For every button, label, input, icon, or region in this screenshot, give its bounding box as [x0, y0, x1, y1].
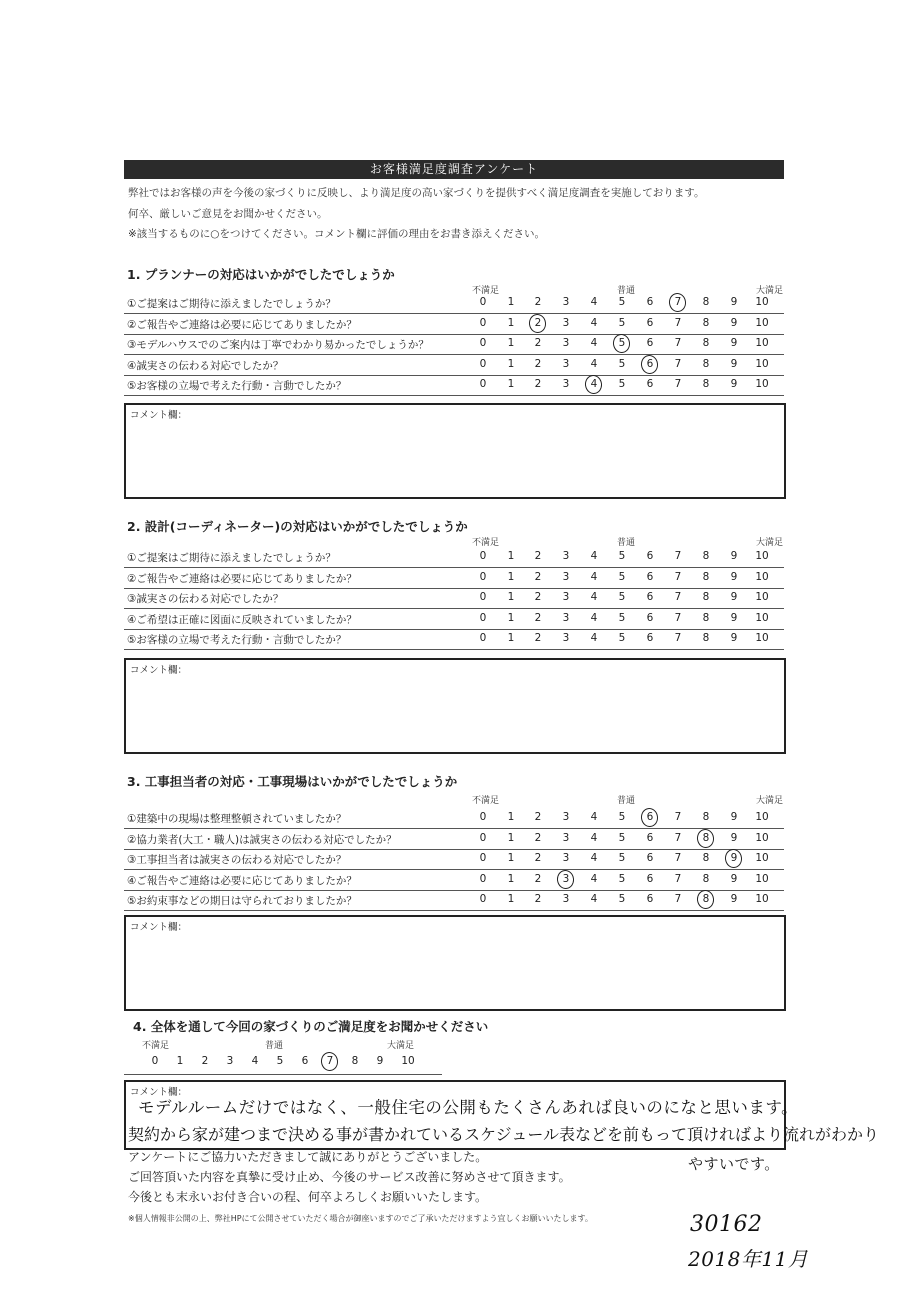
rating-option[interactable]: 7: [674, 550, 682, 562]
rating-option[interactable]: 1: [507, 811, 515, 823]
question-text: ①ご提案はご期待に添えましたでしょうか？: [127, 298, 336, 310]
rating-option[interactable]: 4: [590, 872, 598, 885]
rating-option[interactable]: 1: [507, 357, 515, 370]
rating-option[interactable]: 5: [618, 357, 626, 370]
rating-option[interactable]: 1: [507, 611, 515, 624]
rating-option[interactable]: 4: [590, 893, 598, 905]
rating-option[interactable]: 7: [674, 316, 682, 329]
rating-option[interactable]: 2: [534, 550, 542, 562]
rating-option[interactable]: 8: [702, 632, 710, 644]
rating-option[interactable]: 1: [507, 337, 515, 349]
rating-option[interactable]: 6: [646, 296, 654, 308]
rating-option[interactable]: 8: [702, 337, 710, 349]
footer-line-2: ご回答頂いた内容を真摯に受け止め、今後のサービス改善に努めさせて頂きます。: [128, 1170, 571, 1184]
rating-option[interactable]: 7: [674, 872, 682, 885]
handwritten-date: 2018年11月: [688, 1247, 809, 1271]
rating-option[interactable]: 9: [730, 591, 738, 603]
overall-rating-option[interactable]: 6: [301, 1055, 309, 1067]
rating-option[interactable]: 3: [562, 632, 570, 644]
rating-option[interactable]: 0: [479, 893, 487, 905]
rating-option[interactable]: 5: [618, 570, 626, 583]
question-text: ⑤お客様の立場で考えた行動・言動でしたか？: [127, 380, 347, 392]
rating-option[interactable]: 3: [562, 357, 570, 370]
rating-option[interactable]: 2: [534, 852, 542, 864]
rating-option[interactable]: 7: [674, 811, 682, 823]
rating-option[interactable]: 10: [755, 337, 769, 349]
rating-option[interactable]: 4: [590, 378, 598, 390]
comment-label: コメント欄：: [130, 665, 188, 676]
overall-rating-option[interactable]: 9: [376, 1055, 384, 1067]
rating-option[interactable]: 5: [618, 632, 626, 644]
question-row: [124, 293, 784, 314]
rating-option[interactable]: 9: [730, 550, 738, 562]
rating-option[interactable]: 3: [562, 378, 570, 390]
rating-option[interactable]: 0: [479, 357, 487, 370]
rating-option[interactable]: 4: [590, 611, 598, 624]
question-text: ④誠実さの伝わる対応でしたか？: [127, 359, 284, 372]
rating-option[interactable]: 0: [479, 831, 487, 844]
rating-option[interactable]: 5: [618, 831, 626, 844]
rating-option[interactable]: 8: [702, 296, 710, 308]
rating-option[interactable]: 5: [618, 296, 626, 308]
section-3-scale-mid: 普通: [617, 796, 636, 806]
section-4-title: 4. 全体を通して今回の家づくりのご満足度をお聞かせください: [133, 1019, 489, 1034]
rating-option[interactable]: 8: [702, 611, 710, 624]
question-text: ①建築中の現場は整理整頓されていましたか？: [127, 813, 347, 825]
rating-option[interactable]: 3: [562, 872, 570, 885]
rating-option[interactable]: 4: [590, 337, 598, 349]
rating-option[interactable]: 1: [507, 316, 515, 329]
rating-option[interactable]: 2: [534, 591, 542, 603]
rating-option[interactable]: 8: [702, 852, 710, 864]
rating-option[interactable]: 10: [755, 316, 769, 329]
overall-scale-high: 大満足: [387, 1041, 415, 1051]
rating-option[interactable]: 1: [507, 852, 515, 864]
question-row: [124, 808, 784, 829]
overall-comment-line-1: モデルルームだけではなく、一般住宅の公開もたくさんあれば良いのになと思います。: [138, 1098, 799, 1117]
rating-option[interactable]: 7: [674, 337, 682, 349]
rating-option[interactable]: 9: [730, 296, 738, 308]
rating-option[interactable]: 8: [702, 831, 710, 844]
rating-option[interactable]: 10: [755, 811, 769, 823]
rating-option[interactable]: 3: [562, 570, 570, 583]
question-row: [124, 568, 784, 589]
rating-option[interactable]: 8: [702, 550, 710, 562]
rating-option[interactable]: 9: [730, 831, 738, 844]
rating-option[interactable]: 5: [618, 378, 626, 390]
rating-option[interactable]: 6: [646, 811, 654, 823]
rating-option[interactable]: 1: [507, 550, 515, 562]
rating-option[interactable]: 4: [590, 570, 598, 583]
rating-option[interactable]: 4: [590, 632, 598, 644]
question-text: ⑤お約束事などの期日は守られておりましたか？: [127, 895, 357, 907]
rating-option[interactable]: 3: [562, 337, 570, 349]
rating-option[interactable]: 5: [618, 611, 626, 624]
section-2-scale-mid: 普通: [617, 538, 636, 548]
intro-line-3: ※該当するものに○をつけてください。コメント欄に評価の理由をお書き添えください。: [128, 228, 545, 240]
rating-option[interactable]: 0: [479, 570, 487, 583]
rating-option[interactable]: 4: [590, 591, 598, 603]
question-text: ③誠実さの伝わる対応でしたか？: [127, 593, 284, 605]
rating-option[interactable]: 5: [618, 852, 626, 864]
rating-option[interactable]: 8: [702, 591, 710, 603]
rating-option[interactable]: 7: [674, 831, 682, 844]
rating-option[interactable]: 4: [590, 316, 598, 329]
rating-option[interactable]: 7: [674, 357, 682, 370]
question-text: ②ご報告やご連絡は必要に応じてありましたか？: [127, 318, 357, 331]
rating-option[interactable]: 6: [646, 632, 654, 644]
question-text: ③工事担当者は誠実さの伝わる対応でしたか？: [127, 854, 347, 866]
question-row: [124, 629, 784, 650]
rating-option[interactable]: 3: [562, 316, 570, 329]
intro-line-2: 何卒、厳しいご意見をお聞かせください。: [128, 208, 328, 220]
rating-option[interactable]: 1: [507, 893, 515, 905]
comment-label: コメント欄：: [130, 410, 188, 421]
rating-option[interactable]: 1: [507, 378, 515, 390]
rating-option[interactable]: 6: [646, 378, 654, 390]
rating-option[interactable]: 3: [562, 296, 570, 308]
section-1-scale-mid: 普通: [617, 286, 636, 296]
rating-option[interactable]: 10: [755, 852, 769, 864]
rating-option[interactable]: 8: [702, 357, 710, 370]
rating-option[interactable]: 6: [646, 591, 654, 603]
rating-option[interactable]: 10: [755, 632, 769, 644]
question-row: [124, 355, 784, 376]
rating-option[interactable]: 9: [730, 357, 738, 370]
section-1-scale-low: 不満足: [472, 286, 500, 296]
rating-option[interactable]: 2: [534, 378, 542, 390]
rating-option[interactable]: 10: [755, 570, 769, 583]
rating-option[interactable]: 8: [702, 872, 710, 885]
rating-option[interactable]: 3: [562, 611, 570, 624]
privacy-note: ※個人情報非公開の上、弊社HPにて公開させていただく場合が御座いますのでご了承いただけますよう宜しくお願いいたします。: [128, 1214, 593, 1223]
rating-option[interactable]: 8: [702, 570, 710, 583]
rating-option[interactable]: 0: [479, 378, 487, 390]
overall-rating-option[interactable]: 5: [276, 1055, 284, 1067]
rating-option[interactable]: 3: [562, 811, 570, 823]
overall-rating-option[interactable]: 1: [176, 1055, 184, 1067]
rating-option[interactable]: 7: [674, 852, 682, 864]
section-1-scale-high: 大満足: [756, 286, 784, 296]
rating-option[interactable]: 5: [618, 591, 626, 603]
rating-option[interactable]: 0: [479, 316, 487, 329]
overall-rating-option[interactable]: 3: [226, 1055, 234, 1067]
question-row: [124, 375, 784, 396]
rating-option[interactable]: 2: [534, 893, 542, 905]
section-3-scale-high: 大満足: [756, 796, 784, 806]
section-3-scale-low: 不満足: [472, 796, 500, 806]
overall-comment-line-3: やすいです。: [688, 1155, 780, 1173]
rating-option[interactable]: 3: [562, 591, 570, 603]
rating-option[interactable]: 9: [730, 872, 738, 885]
rating-option[interactable]: 1: [507, 872, 515, 885]
rating-option[interactable]: 6: [646, 893, 654, 905]
rating-option[interactable]: 5: [618, 811, 626, 823]
rating-option[interactable]: 6: [646, 316, 654, 329]
overall-comment-line-2: 契約から家が建つまで決める事が書かれているスケジュール表などを前もって頂ければより流れがわかり: [128, 1125, 880, 1144]
question-text: ③モデルハウスでのご案内は丁寧でわかり易かったでしょうか？: [127, 339, 429, 351]
rating-option[interactable]: 6: [646, 357, 654, 370]
rating-option[interactable]: 0: [479, 632, 487, 644]
overall-scale-mid: 普通: [265, 1041, 284, 1051]
section-2-scale-low: 不満足: [472, 538, 500, 548]
rating-option[interactable]: 9: [730, 632, 738, 644]
rating-option[interactable]: 9: [730, 852, 738, 864]
rating-option[interactable]: 4: [590, 296, 598, 308]
rating-option[interactable]: 8: [702, 811, 710, 823]
rating-option[interactable]: 9: [730, 337, 738, 349]
overall-rating-option[interactable]: 7: [326, 1055, 334, 1067]
rating-option[interactable]: 2: [534, 357, 542, 370]
rating-option[interactable]: 2: [534, 337, 542, 349]
rating-option[interactable]: 9: [730, 316, 738, 329]
rating-option[interactable]: 2: [534, 316, 542, 329]
rating-option[interactable]: 8: [702, 316, 710, 329]
rating-option[interactable]: 8: [702, 378, 710, 390]
question-row: [124, 829, 784, 850]
rating-option[interactable]: 0: [479, 296, 487, 308]
question-text: ⑤お客様の立場で考えた行動・言動でしたか？: [127, 634, 347, 646]
rating-option[interactable]: 4: [590, 852, 598, 864]
rating-option[interactable]: 2: [534, 872, 542, 885]
rating-option[interactable]: 4: [590, 357, 598, 370]
rating-option[interactable]: 10: [755, 357, 769, 370]
rating-option[interactable]: 10: [755, 893, 769, 905]
overall-rating-option[interactable]: 0: [151, 1055, 159, 1067]
section-1-title: 1. プランナーの対応はいかがでしたでしょうか: [127, 267, 395, 282]
rating-option[interactable]: 4: [590, 550, 598, 562]
question-text: ④ご報告やご連絡は必要に応じてありましたか？: [127, 874, 357, 887]
question-row: [124, 314, 784, 335]
rating-option[interactable]: 2: [534, 632, 542, 644]
question-row: [124, 870, 784, 891]
rating-option[interactable]: 0: [479, 611, 487, 624]
question-row: [124, 334, 784, 355]
rating-option[interactable]: 10: [755, 872, 769, 885]
rating-option[interactable]: 3: [562, 893, 570, 905]
rating-option[interactable]: 10: [755, 831, 769, 844]
overall-rating-scale: [0, 1052, 920, 1074]
rating-option[interactable]: 9: [730, 570, 738, 583]
rating-option[interactable]: 5: [618, 893, 626, 905]
question-text: ①ご提案はご期待に添えましたでしょうか？: [127, 552, 336, 564]
rating-option[interactable]: 0: [479, 550, 487, 562]
rating-option[interactable]: 7: [674, 611, 682, 624]
question-row: [124, 849, 784, 870]
rating-option[interactable]: 6: [646, 337, 654, 349]
rating-option[interactable]: 1: [507, 831, 515, 844]
rating-option[interactable]: 7: [674, 570, 682, 583]
question-row: [124, 890, 784, 911]
rating-option[interactable]: 3: [562, 831, 570, 844]
question-text: ②ご報告やご連絡は必要に応じてありましたか？: [127, 572, 357, 585]
rating-option[interactable]: 6: [646, 611, 654, 624]
section-3-title: 3. 工事担当者の対応・工事現場はいかがでしたでしょうか: [127, 774, 458, 789]
rating-option[interactable]: 10: [755, 611, 769, 624]
rating-option[interactable]: 0: [479, 591, 487, 603]
overall-scale-low: 不満足: [142, 1041, 170, 1051]
overall-comment-label: コメント欄：: [130, 1087, 188, 1098]
rating-option[interactable]: 7: [674, 591, 682, 603]
footer-line-1: アンケートにご協力いただきまして誠にありがとうございました。: [128, 1150, 488, 1164]
rating-option[interactable]: 3: [562, 550, 570, 562]
rating-option[interactable]: 1: [507, 570, 515, 583]
intro-line-1: 弊社ではお客様の声を今後の家づくりに反映し、より満足度の高い家づくりを提供すべく満足度調査を実施しております。: [128, 187, 705, 199]
section-1-comment-box[interactable]: [124, 403, 786, 499]
rating-option[interactable]: 6: [646, 831, 654, 844]
rating-option[interactable]: 2: [534, 570, 542, 583]
question-text: ④ご希望は正確に図面に反映されていましたか？: [127, 613, 357, 626]
section-2-comment-box[interactable]: [124, 658, 786, 754]
overall-rating-option[interactable]: 4: [251, 1055, 259, 1067]
rating-option[interactable]: 1: [507, 632, 515, 644]
section-3-comment-box[interactable]: [124, 915, 786, 1011]
question-row: [124, 609, 784, 630]
rating-option[interactable]: 5: [618, 550, 626, 562]
rating-option[interactable]: 5: [618, 872, 626, 885]
rating-option[interactable]: 7: [674, 893, 682, 905]
rating-option[interactable]: 9: [730, 893, 738, 905]
rating-option[interactable]: 5: [618, 316, 626, 329]
rating-option[interactable]: 4: [590, 831, 598, 844]
question-text: ②協力業者(大工・職人)は誠実さの伝わる対応でしたか？: [127, 833, 397, 846]
rating-option[interactable]: 10: [755, 550, 769, 562]
rating-option[interactable]: 9: [730, 611, 738, 624]
rating-option[interactable]: 2: [534, 831, 542, 844]
rating-option[interactable]: 1: [507, 296, 515, 308]
footer-line-3: 今後とも末永いお付き合いの程、何卒よろしくお願いいたします。: [128, 1190, 488, 1204]
rating-option[interactable]: 0: [479, 337, 487, 349]
handwritten-id: 30162: [690, 1212, 763, 1237]
rating-option[interactable]: 7: [674, 378, 682, 390]
question-row: [124, 547, 784, 568]
rating-option[interactable]: 10: [755, 296, 769, 308]
rating-option[interactable]: 2: [534, 811, 542, 823]
rating-option[interactable]: 5: [618, 337, 626, 349]
overall-rating-option[interactable]: 8: [351, 1055, 359, 1067]
rating-option[interactable]: 6: [646, 570, 654, 583]
rating-option[interactable]: 0: [479, 811, 487, 823]
question-row: [124, 588, 784, 609]
rating-option[interactable]: 3: [562, 852, 570, 864]
comment-label: コメント欄：: [130, 922, 188, 933]
section-2-title: 2. 設計(コーディネーター)の対応はいかがでしたでしょうか: [127, 519, 468, 534]
rating-option[interactable]: 8: [702, 893, 710, 905]
rating-option[interactable]: 2: [534, 296, 542, 308]
section-2-scale-high: 大満足: [756, 538, 784, 548]
rating-option[interactable]: 7: [674, 632, 682, 644]
rating-option[interactable]: 4: [590, 811, 598, 823]
rating-option[interactable]: 2: [534, 611, 542, 624]
rating-option[interactable]: 9: [730, 811, 738, 823]
survey-title: お客様満足度調査アンケート: [124, 160, 784, 179]
rating-option[interactable]: 10: [755, 591, 769, 603]
overall-rating-option[interactable]: 2: [201, 1055, 209, 1067]
rating-option[interactable]: 10: [755, 378, 769, 390]
overall-divider: [124, 1074, 442, 1075]
rating-option[interactable]: 6: [646, 550, 654, 562]
rating-option[interactable]: 6: [646, 872, 654, 885]
rating-option[interactable]: 9: [730, 378, 738, 390]
rating-option[interactable]: 6: [646, 852, 654, 864]
rating-option[interactable]: 0: [479, 852, 487, 864]
rating-option[interactable]: 0: [479, 872, 487, 885]
overall-rating-option[interactable]: 10: [401, 1055, 415, 1067]
overall-comment-box[interactable]: [124, 1080, 880, 1150]
rating-option[interactable]: 1: [507, 591, 515, 603]
rating-option[interactable]: 7: [674, 296, 682, 308]
